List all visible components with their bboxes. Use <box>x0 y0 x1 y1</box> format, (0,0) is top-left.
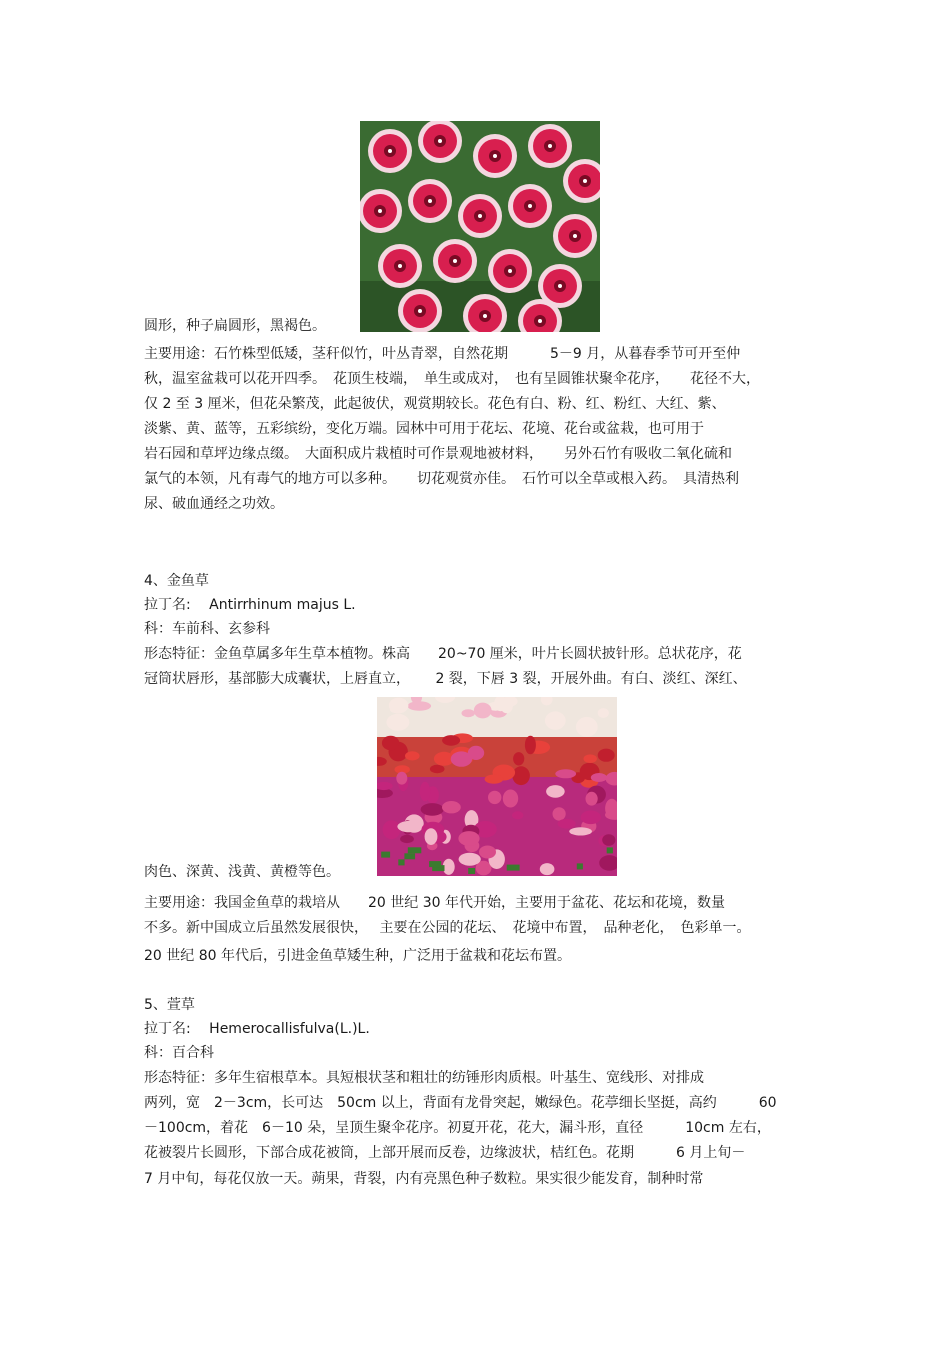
snapdragon-blossom <box>576 717 598 737</box>
snapdragon-blossom <box>430 765 445 773</box>
usage-line: 淡紫、黄、蓝等，五彩缤纷，变化万端。园林中可用于花坛、花境、花台或盆栽，也可用于 <box>144 421 704 437</box>
morph-line: 花被裂片长圆形，下部合成花被筒，上部开展而反卷，边缘波状，桔红色。花期 6 月上旬－ <box>144 1145 746 1161</box>
snapdragon-blossom <box>458 831 479 846</box>
snapdragon-photo <box>377 697 617 876</box>
snapdragon-leaf <box>408 847 422 853</box>
snapdragon-blossom <box>383 820 401 839</box>
morph-line: －100cm，着花 6－10 朵，呈顶生聚伞花序。初夏开花，花大，漏斗形，直径 10cm 左右， <box>144 1120 771 1136</box>
dianthus-blossom <box>573 234 577 238</box>
snapdragon-blossom <box>584 754 597 763</box>
dianthus-blossom <box>453 259 457 263</box>
snapdragon-leaf <box>507 865 520 871</box>
snapdragon-blossom <box>479 846 496 859</box>
usage-line: 氯气的本领，凡有毒气的地方可以多种。 切花观赏亦佳。 石竹可以全草或根入药。 具清热利 <box>144 471 739 487</box>
snapdragon-blossom <box>512 811 523 819</box>
usage-line: 主要用途：我国金鱼草的栽培从 20 世纪 30 年代开始，主要用于盆花、花坛和花境，数量 <box>144 895 725 911</box>
dianthus-blossom <box>478 214 482 218</box>
family: 科：车前科、玄参科 <box>144 621 270 637</box>
snapdragon-blossom <box>397 821 421 832</box>
morph-line: 7 月中旬，每花仅放一天。蒴果，背裂，内有亮黑色种子数粒。果实很少能发育，制种时常 <box>144 1171 704 1187</box>
snapdragon-caption-line: 肉色、深黄、浅黄、黄橙等色。 <box>144 864 340 880</box>
snapdragon-blossom <box>581 811 601 825</box>
snapdragon-blossom <box>420 782 430 802</box>
usage-line: 岩石园和草坪边缘点缀。 大面积成片栽植时可作景观地被材料， 另外石竹有吸收二氧化硫和 <box>144 446 732 462</box>
usage-line: 20 世纪 80 年代后，引进金鱼草矮生种，广泛用于盆栽和花坛布置。 <box>144 948 571 964</box>
snapdragon-blossom <box>555 769 576 778</box>
snapdragon-blossom <box>474 703 492 719</box>
snapdragon-leaf <box>577 863 583 869</box>
dianthus-blossom <box>483 314 487 318</box>
dianthus-photo <box>360 121 600 332</box>
snapdragon-blossom <box>525 736 536 755</box>
section-heading: 4、金鱼草 <box>144 573 209 589</box>
snapdragon-blossom <box>558 819 576 829</box>
usage-line: 尿、破血通经之功效。 <box>144 496 284 512</box>
morph-line: 冠筒状唇形，基部膨大成囊状，上唇直立， 2 裂，下唇 3 裂，开展外曲。有白、淡红、深红、 <box>144 671 747 687</box>
dianthus-caption-line: 圆形，种子扁圆形，黑褐色。 <box>144 318 326 334</box>
dianthus-blossom <box>558 284 562 288</box>
snapdragon-blossom <box>442 735 460 746</box>
snapdragon-blossom <box>546 785 565 798</box>
snapdragon-blossom <box>382 736 399 750</box>
snapdragon-leaf <box>381 852 390 858</box>
morph-line: 两列，宽 2－3cm，长可达 50cm 以上，背面有龙骨突起，嫩绿色。花葶细长坚挺，高约 60 <box>144 1095 777 1111</box>
dianthus-blossom <box>493 154 497 158</box>
dianthus-blossom <box>438 139 442 143</box>
snapdragon-blossom <box>400 835 414 843</box>
latin-name: 拉丁名: Hemerocallisfulva(L.)L. <box>144 1021 370 1037</box>
snapdragon-blossom <box>442 801 461 813</box>
snapdragon-blossom <box>598 749 615 762</box>
morph-line: 形态特征：多年生宿根草本。具短根状茎和粗壮的纺锤形肉质根。叶基生、宽线形、对排成 <box>144 1070 704 1086</box>
dianthus-blossom <box>388 149 392 153</box>
dianthus-blossom <box>528 204 532 208</box>
usage-line: 主要用途：石竹株型低矮，茎秆似竹，叶丛青翠，自然花期 5－9 月，从暮春季节可开至仲 <box>144 346 741 362</box>
snapdragon-blossom <box>396 772 407 785</box>
morph-line: 形态特征：金鱼草属多年生草本植物。株高 20~70 厘米，叶片长圆状披针形。总状花序，花 <box>144 646 742 662</box>
latin-name: 拉丁名: Antirrhinum majus L. <box>144 597 356 613</box>
snapdragon-leaf <box>607 847 613 853</box>
snapdragon-blossom <box>503 790 518 808</box>
snapdragon-leaf <box>429 861 441 867</box>
snapdragon-blossom <box>545 711 566 729</box>
snapdragon-blossom <box>405 751 420 760</box>
snapdragon-blossom <box>602 834 615 846</box>
snapdragon-blossom <box>485 775 504 784</box>
dianthus-blossom <box>428 199 432 203</box>
dianthus-blossom <box>508 269 512 273</box>
snapdragon-blossom <box>459 853 481 866</box>
dianthus-blossom <box>583 179 587 183</box>
dianthus-blossom <box>398 264 402 268</box>
snapdragon-blossom <box>513 752 524 765</box>
snapdragon-blossom <box>488 791 501 804</box>
family: 科：百合科 <box>144 1045 214 1061</box>
usage-line: 仅 2 至 3 厘米，但花朵繁茂，此起彼伏，观赏期较长。花色有白、粉、红、粉红、大红、紫、 <box>144 396 726 412</box>
snapdragon-blossom <box>591 773 607 782</box>
snapdragon-blossom <box>390 705 404 713</box>
snapdragon-blossom <box>586 792 598 806</box>
snapdragon-blossom <box>512 766 530 785</box>
dianthus-blossom <box>378 209 382 213</box>
snapdragon-blossom <box>468 746 484 760</box>
snapdragon-blossom <box>553 807 566 820</box>
dianthus-blossom <box>548 144 552 148</box>
snapdragon-blossom <box>421 803 444 816</box>
usage-line: 秋，温室盆栽可以花开四季。 花顶生枝端， 单生或成对， 也有呈圆锥状聚伞花序， 花径不大， <box>144 371 760 387</box>
snapdragon-blossom <box>501 700 513 714</box>
snapdragon-blossom <box>598 708 609 718</box>
snapdragon-leaf <box>404 853 415 859</box>
usage-line: 不多。新中国成立后虽然发展很快， 主要在公园的花坛、 花境中布置， 品种老化， 色彩单一。 <box>144 920 751 936</box>
section-heading: 5、萱草 <box>144 997 195 1013</box>
dianthus-blossom <box>538 319 542 323</box>
dianthus-blossom <box>418 309 422 313</box>
snapdragon-blossom <box>540 863 555 875</box>
snapdragon-blossom <box>425 828 438 845</box>
snapdragon-blossom <box>569 827 592 835</box>
snapdragon-leaf <box>468 868 475 874</box>
snapdragon-blossom <box>462 709 475 717</box>
snapdragon-blossom <box>386 714 409 731</box>
snapdragon-leaf <box>398 859 404 865</box>
